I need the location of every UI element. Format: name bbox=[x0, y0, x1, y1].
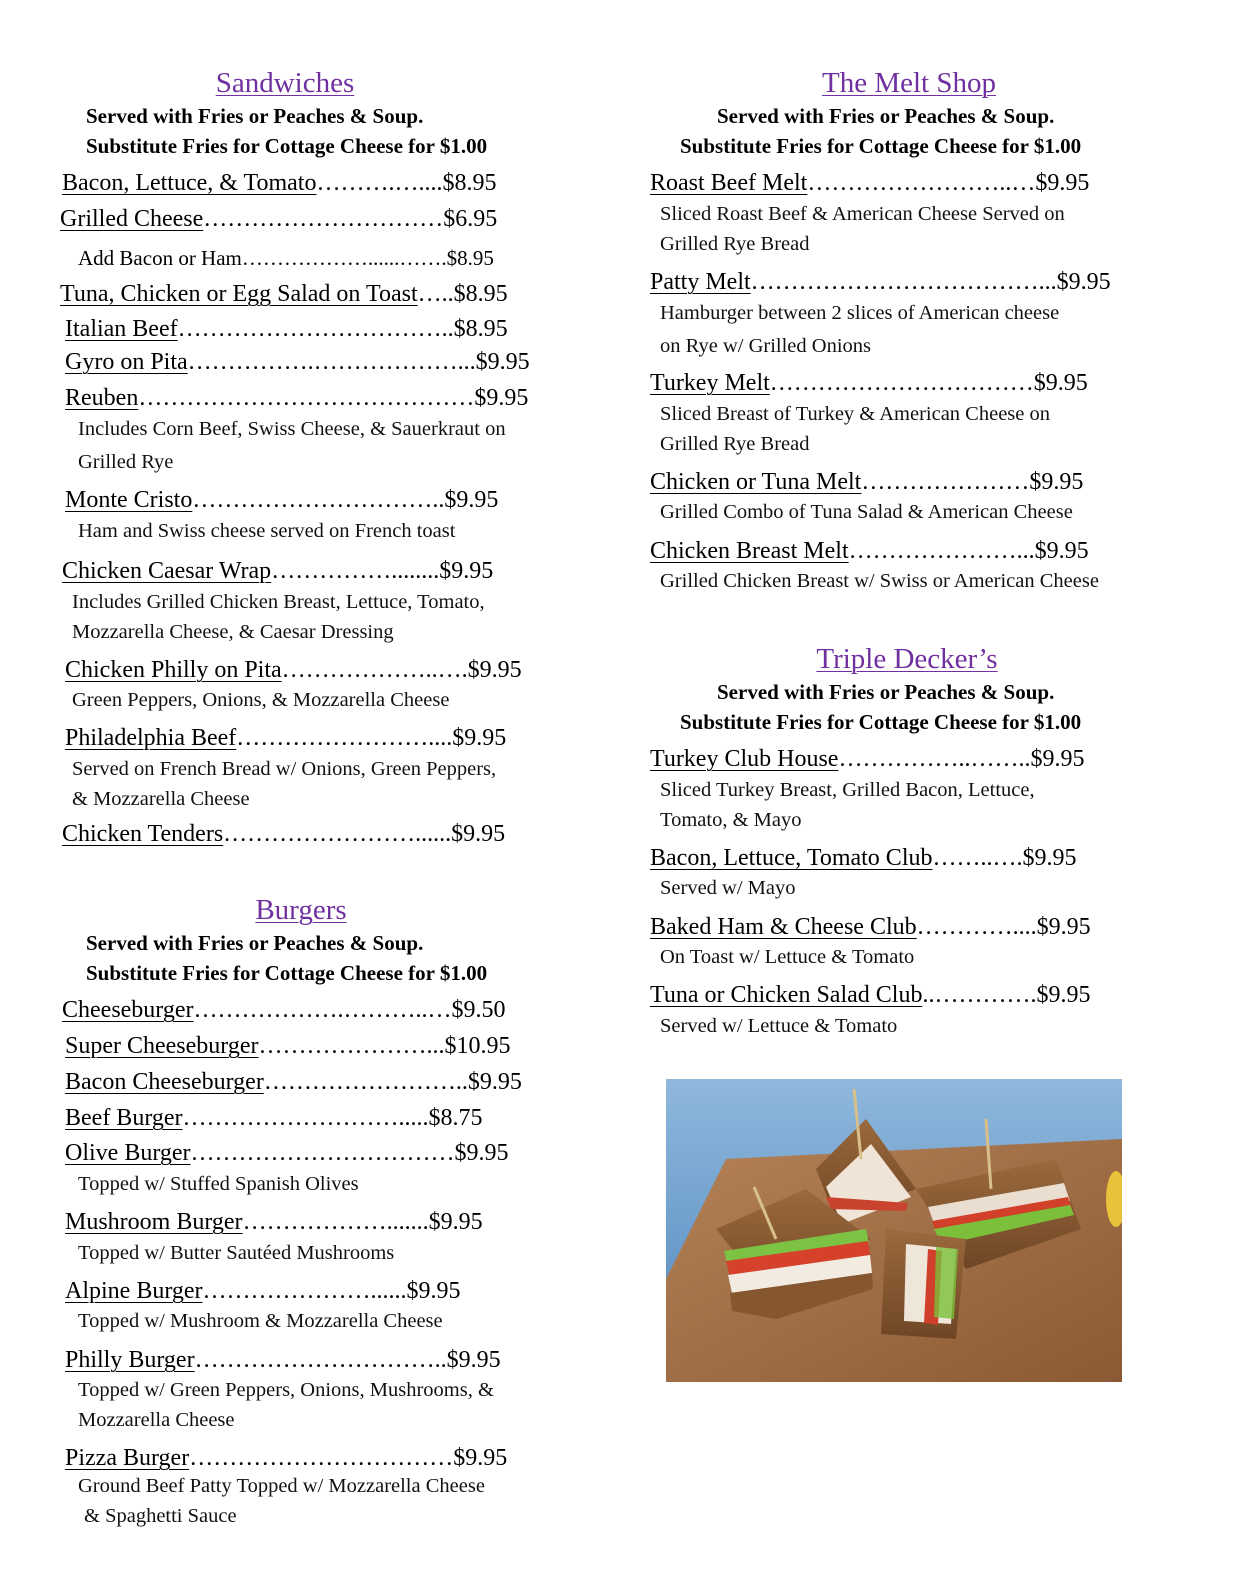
menu-item: Baked Ham & Cheese Club…………....$9.95 bbox=[650, 914, 1091, 940]
menu-item: Roast Beef Melt……………………..…$9.95 bbox=[650, 170, 1090, 196]
item-description: Ham and Swiss cheese served on French toast bbox=[78, 520, 456, 542]
item-description: Includes Grilled Chicken Breast, Lettuce, Tomato, bbox=[72, 591, 485, 613]
menu-item: Bacon Cheeseburger……………………..$9.95 bbox=[65, 1069, 522, 1095]
menu-item: Mushroom Burger……………….......$9.95 bbox=[65, 1209, 483, 1235]
menu-item: Philly Burger…………………………..$9.95 bbox=[65, 1347, 501, 1373]
item-description: Ground Beef Patty Topped w/ Mozzarella Cheese bbox=[78, 1475, 485, 1497]
sandwiches-note-2: Substitute Fries for Cottage Cheese for $1.00 bbox=[86, 134, 488, 158]
item-description: Topped w/ Mushroom & Mozzarella Cheese bbox=[78, 1310, 443, 1332]
menu-item: Chicken Philly on Pita………………..….$9.95 bbox=[65, 657, 522, 683]
menu-item: Bacon, Lettuce, & Tomato……….…....$8.95 bbox=[62, 170, 497, 196]
item-description: Grilled Rye bbox=[78, 451, 174, 473]
melt-shop-note-1: Served with Fries or Peaches & Soup. bbox=[717, 104, 1055, 128]
menu-item: Gyro on Pita…………….………………...$9.95 bbox=[65, 349, 530, 375]
triple-decker-note-2: Substitute Fries for Cottage Cheese for $1.00 bbox=[680, 710, 1082, 734]
menu-item: Turkey Melt……………………………$9.95 bbox=[650, 370, 1088, 396]
triple-decker-heading: Triple Decker’s bbox=[816, 643, 998, 675]
menu-item: Olive Burger……………………………$9.95 bbox=[65, 1140, 509, 1166]
item-description: Green Peppers, Onions, & Mozzarella Cheese bbox=[72, 689, 450, 711]
menu-item: Pizza Burger……………………………$9.95 bbox=[65, 1445, 508, 1471]
item-description: Includes Corn Beef, Swiss Cheese, & Sauerkraut on bbox=[78, 418, 506, 440]
item-description: & Spaghetti Sauce bbox=[84, 1505, 237, 1527]
item-description: Sliced Turkey Breast, Grilled Bacon, Lettuce, bbox=[660, 779, 1035, 801]
item-description: Grilled Rye Bread bbox=[660, 233, 810, 255]
item-description: Topped w/ Butter Sautéed Mushrooms bbox=[78, 1242, 395, 1264]
item-description: & Mozzarella Cheese bbox=[72, 788, 250, 810]
menu-item: Patty Melt………………………………...$9.95 bbox=[650, 269, 1111, 295]
sandwich-wedge-front bbox=[881, 1229, 966, 1339]
menu-item: Chicken Tenders……………………......$9.95 bbox=[62, 821, 506, 847]
menu-item: Turkey Club House……………..……..$9.95 bbox=[650, 746, 1085, 772]
item-description: Topped w/ Stuffed Spanish Olives bbox=[78, 1173, 359, 1195]
item-description: Grilled Combo of Tuna Salad & American Cheese bbox=[660, 501, 1073, 523]
club-sandwich-illustration bbox=[666, 1079, 1122, 1382]
menu-item: Super Cheeseburger…………………...$10.95 bbox=[65, 1033, 511, 1059]
item-description: Served w/ Mayo bbox=[660, 877, 796, 899]
menu-item: Tuna or Chicken Salad Club..………….$9.95 bbox=[650, 982, 1091, 1008]
melt-shop-heading: The Melt Shop bbox=[822, 67, 996, 99]
burgers-note-1: Served with Fries or Peaches & Soup. bbox=[86, 931, 424, 955]
item-description: Hamburger between 2 slices of American cheese bbox=[660, 302, 1060, 324]
burgers-note-2: Substitute Fries for Cottage Cheese for $1.00 bbox=[86, 961, 488, 985]
menu-item: Bacon, Lettuce, Tomato Club……..….$9.95 bbox=[650, 845, 1077, 871]
sandwiches-note-1: Served with Fries or Peaches & Soup. bbox=[86, 104, 424, 128]
menu-item: Alpine Burger…………………......$9.95 bbox=[65, 1278, 461, 1304]
item-description: Sliced Breast of Turkey & American Cheese on bbox=[660, 403, 1051, 425]
triple-decker-note-1: Served with Fries or Peaches & Soup. bbox=[717, 680, 1055, 704]
menu-item: Philadelphia Beef……………………....$9.95 bbox=[65, 725, 507, 751]
menu-item: Grilled Cheese…………………………$6.95 bbox=[60, 206, 498, 232]
menu-item: Chicken Caesar Wrap……………........$9.95 bbox=[62, 558, 494, 584]
item-description: On Toast w/ Lettuce & Tomato bbox=[660, 946, 915, 968]
item-description: Mozzarella Cheese bbox=[78, 1409, 235, 1431]
item-description: Mozzarella Cheese, & Caesar Dressing bbox=[72, 621, 394, 643]
item-description: Sliced Roast Beef & American Cheese Served on bbox=[660, 203, 1065, 225]
menu-item: Beef Burger……………………….....$8.75 bbox=[65, 1105, 483, 1131]
item-description: Served w/ Lettuce & Tomato bbox=[660, 1015, 898, 1037]
burgers-heading: Burgers bbox=[255, 894, 347, 926]
menu-addon: Add Bacon or Ham………………......…….$8.95 bbox=[78, 246, 494, 270]
item-description: Served on French Bread w/ Onions, Green Peppers, bbox=[72, 758, 497, 780]
menu-item: Tuna, Chicken or Egg Salad on Toast…..$8.95 bbox=[60, 281, 508, 307]
item-description: on Rye w/ Grilled Onions bbox=[660, 335, 871, 357]
item-description: Grilled Chicken Breast w/ Swiss or American Cheese bbox=[660, 570, 1099, 592]
sandwiches-heading: Sandwiches bbox=[215, 67, 355, 99]
menu-item: Chicken or Tuna Melt…………………$9.95 bbox=[650, 469, 1084, 495]
club-sandwich-photo bbox=[666, 1079, 1122, 1382]
menu-item: Cheeseburger……………….………..…$9.50 bbox=[62, 997, 506, 1023]
menu-item: Chicken Breast Melt…………………...$9.95 bbox=[650, 538, 1089, 564]
item-description: Tomato, & Mayo bbox=[660, 809, 802, 831]
melt-shop-note-2: Substitute Fries for Cottage Cheese for $1.00 bbox=[680, 134, 1082, 158]
menu-item: Reuben……………………………………$9.95 bbox=[65, 385, 529, 411]
item-description: Topped w/ Green Peppers, Onions, Mushrooms, & bbox=[78, 1379, 494, 1401]
item-description: Grilled Rye Bread bbox=[660, 433, 810, 455]
menu-item: Monte Cristo…………………………..$9.95 bbox=[65, 487, 499, 513]
menu-item: Italian Beef……………………………..$8.95 bbox=[65, 316, 508, 342]
